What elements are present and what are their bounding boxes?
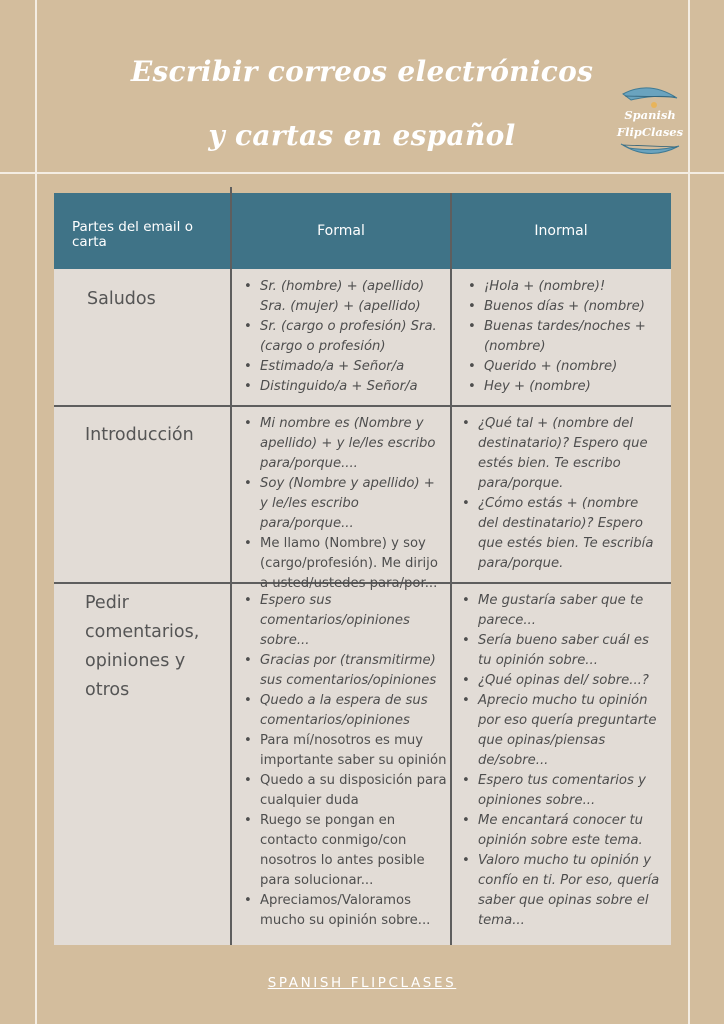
list-item: • Soy (Nombre y apellido) + y le/les escribo para/porque... (242, 474, 445, 534)
list-item: • Ruego se pongan en contacto conmigo/con nosotros lo antes posible para solucionar... (242, 811, 452, 891)
list-item: • Para mí/nosotros es muy importante saber su opinión (242, 731, 452, 771)
page-title (60, 40, 664, 168)
list-item: • Hey + (nombre) (466, 377, 658, 397)
footer-brand-link[interactable]: SPANISH FLIPCLASES (267, 975, 457, 991)
list-item: • Sr. (cargo o profesión) Sra. (cargo o profesión) (242, 317, 444, 357)
list-item: • Quedo a su disposición para cualquier duda (242, 771, 452, 811)
list-item: • Valoro mucho tu opinión y confío en ti. Por eso, quería saber que opinas sobre el tema... (460, 851, 662, 931)
column-header-parts-label: Partes del email o carta (72, 219, 193, 250)
list-item: • Me encantará conocer tu opinión sobre este tema. (460, 811, 662, 851)
list-item: • Buenas tardes/noches + (nombre) (466, 317, 658, 357)
list-item: • Apreciamos/Valoramos mucho su opinión sobre... (242, 891, 452, 931)
list-item: • Espero tus comentarios y opiniones sobre... (460, 771, 662, 811)
list-item: • Distinguido/a + Señor/a (242, 377, 444, 397)
list-item: • ¿Cómo estás + (nombre del destinatario)? Espero que estés bien. Te escribía para/porque. (460, 494, 660, 574)
list-saludos-formal (242, 277, 444, 397)
list-item: • Me llamo (Nombre) y soy (cargo/profesión). Me dirijo a usted/ustedes para/por... (242, 534, 445, 594)
list-item: • Estimado/a + Señor/a (242, 357, 444, 377)
row-label-pedir-comentarios: Pedir comentarios, opiniones y otros (85, 593, 200, 700)
column-header-informal: Inormal (451, 193, 671, 269)
list-item: • Sr. (hombre) + (apellido) Sra. (mujer) + (apellido) (242, 277, 444, 317)
list-item: • Quedo a la espera de sus comentarios/opiniones (242, 691, 452, 731)
list-item: • ¡Hola + (nombre)! (466, 277, 658, 297)
list-item: • Espero sus comentarios/opiniones sobre... (242, 591, 452, 651)
list-item: • ¿Qué tal + (nombre del destinatario)? Espero que estés bien. Te escribo para/porque. (460, 414, 660, 494)
list-pedir-formal (242, 591, 452, 931)
page-title-line-1: Escribir correos electrónicos (130, 55, 594, 88)
list-pedir-informal (460, 591, 662, 931)
logo (613, 82, 687, 162)
column-header-formal: Formal (231, 193, 451, 269)
frame-line-right (688, 0, 690, 1024)
list-item: • Buenos días + (nombre) (466, 297, 658, 317)
row-label-introduccion: Introducción (85, 425, 194, 445)
column-header-parts (54, 193, 231, 269)
list-saludos-informal (466, 277, 658, 397)
list-item: • Gracias por (transmitirme) sus comentarios/opiniones (242, 651, 452, 691)
list-item: • Me gustaría saber que te parece... (460, 591, 662, 631)
row-label-saludos: Saludos (87, 289, 156, 309)
page-title-line-2: y cartas en español (208, 119, 516, 152)
frame-line-left (35, 0, 37, 1024)
list-item: • Querido + (nombre) (466, 357, 658, 377)
list-item: • ¿Qué opinas del/ sobre...? (460, 671, 662, 691)
logo-text-line-1: Spanish (624, 108, 676, 122)
list-item: • Sería bueno saber cuál es tu opinión sobre... (460, 631, 662, 671)
list-item: • Aprecio mucho tu opinión por eso quería preguntarte que opinas/piensas de/sobre... (460, 691, 662, 771)
divider-row-1 (54, 405, 671, 407)
divider-vertical-1 (230, 187, 232, 945)
list-item: • Mi nombre es (Nombre y apellido) + y le/les escribo para/porque.... (242, 414, 445, 474)
frame-line-top (0, 172, 724, 174)
list-introduccion-formal (242, 414, 445, 594)
list-introduccion-informal (460, 414, 660, 574)
comparison-table (54, 193, 671, 945)
logo-text-line-2: FlipClases (616, 125, 684, 139)
